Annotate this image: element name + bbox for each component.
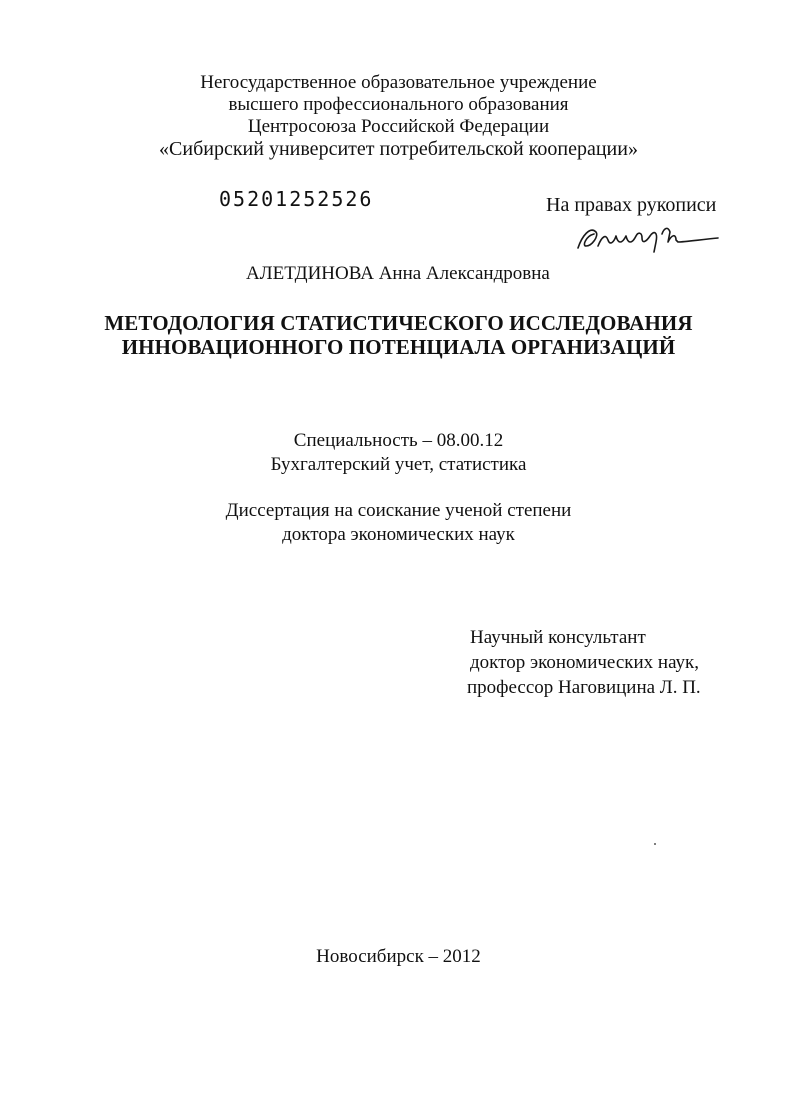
scan-speck bbox=[654, 843, 656, 845]
title-line-1: МЕТОДОЛОГИЯ СТАТИСТИЧЕСКОГО ИССЛЕДОВАНИЯ bbox=[104, 311, 693, 335]
specialty-name: Бухгалтерский учет, статистика bbox=[270, 454, 527, 475]
institution-line-2: высшего профессионального образования bbox=[228, 94, 569, 115]
degree-line-2: доктора экономических наук bbox=[282, 524, 515, 545]
manuscript-note: На правах рукописи bbox=[546, 194, 717, 216]
institution-line-3: Центросоюза Российской Федерации bbox=[247, 116, 550, 137]
specialty-code: Специальность – 08.00.12 bbox=[293, 430, 504, 451]
degree-line-1: Диссертация на соискание ученой степени bbox=[225, 500, 572, 521]
consultant-name: профессор Наговицина Л. П. bbox=[467, 677, 701, 698]
institution-line-1: Негосударственное образовательное учреждение bbox=[200, 72, 597, 93]
signature-mark bbox=[572, 212, 722, 256]
title-line-2: ИННОВАЦИОННОГО ПОТЕНЦИАЛА ОРГАНИЗАЦИЙ bbox=[121, 335, 676, 359]
place-year: Новосибирск – 2012 bbox=[316, 946, 481, 967]
consultant-degree: доктор экономических наук, bbox=[470, 652, 700, 673]
author-name: АЛЕТДИНОВА Анна Александровна bbox=[246, 263, 550, 284]
institution-line-4: «Сибирский университет потребительской кооперации» bbox=[159, 138, 638, 160]
archive-code: 05201252526 bbox=[219, 187, 374, 211]
consultant-label: Научный консультант bbox=[470, 627, 646, 648]
